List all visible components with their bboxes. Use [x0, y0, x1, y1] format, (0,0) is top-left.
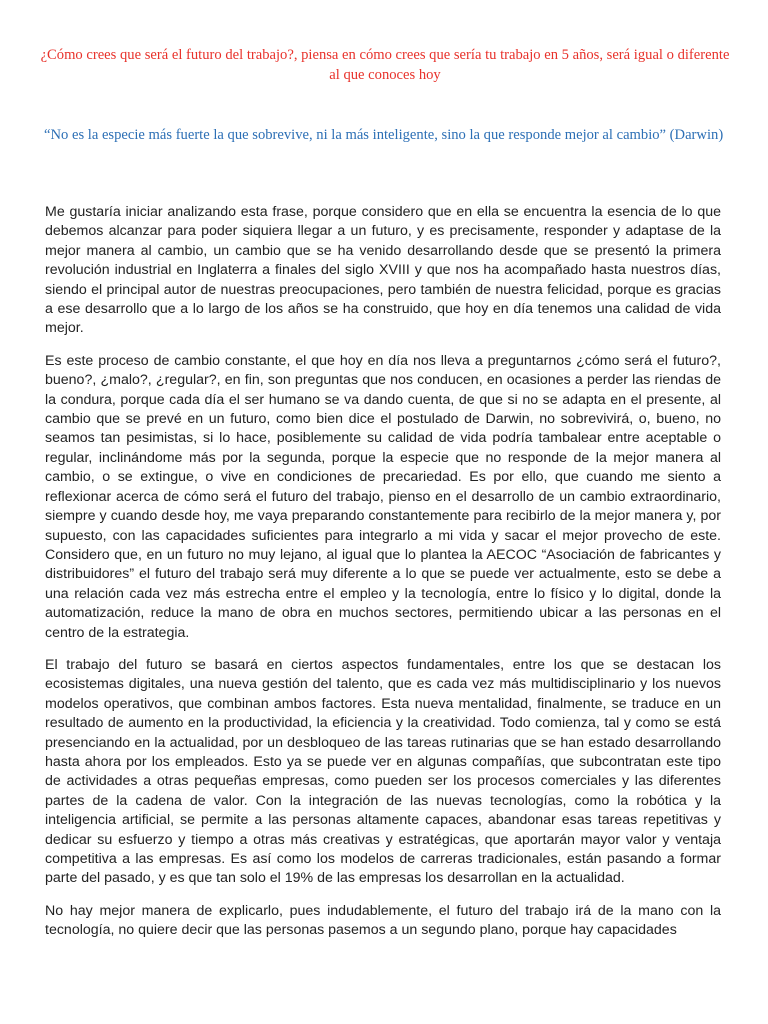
document-title: ¿Cómo crees que será el futuro del trabajo?, piensa en cómo crees que sería tu trabajo en 5 años, será igual o diferente al que conoces hoy [40, 47, 730, 83]
paragraph: Es este proceso de cambio constante, el que hoy en día nos lleva a preguntarnos ¿cómo será el futuro?, bueno?, ¿malo?, ¿regular?, en fin, son preguntas que nos conducen, en ocasiones a perder las riendas de la condura, porque cada día el ser humano se va dando cuenta, de que si no se adapta en el presente, al cambio que se prevé en un futuro, como bien dice el postulado de Darwin, no sobrevivirá, o, bueno, no seamos tan pesimistas, si lo hace, posiblemente su calidad de vida podría tambalear entre aceptable o regular, inclinándome más por la segunda, porque la especie que no responde de la mejor manera al cambio, o se extingue, o vive en condiciones de precariedad. Es por ello, que cuando me siento a reflexionar acerca de cómo será el futuro del trabajo, pienso en el desarrollo de un cambio extraordinario, siempre y cuando desde hoy, me vaya preparando constantemente para recibirlo de la mejor manera y, por supuesto, con las capacidades suficientes para integrarlo a mi vida y sacar el mejor provecho de este. Considero que, en un futuro no muy lejano, al igual que lo plantea la AECOC “Asociación de fabricantes y distribuidores” el futuro del trabajo será muy diferente a lo que se puede ver actualmente, esto se debe a una relación cada vez más estrecha entre el empleo y la tecnología, entre lo físico y lo digital, donde la automatización, reduce la mano de obra en muchos sectores, permitiendo ubicar a las personas en el centro de la estrategia. [45, 352, 721, 641]
document-body [45, 203, 721, 954]
darwin-quote: “No es la especie más fuerte la que sobrevive, ni la más inteligente, sino la que responde mejor al cambio” (Darwin) [44, 127, 724, 143]
paragraph: Me gustaría iniciar analizando esta frase, porque considero que en ella se encuentra la esencia de lo que debemos alcanzar para poder siquiera llegar a un futuro, y es precisamente, responder y adaptase de la mejor manera al cambio, un cambio que se ha venido desarrollando desde que se presentó la primera revolución industrial en Inglaterra a finales del siglo XVIII y que nos ha acompañado hasta nuestros días, siendo el principal autor de nuestras preocupaciones, pero también de nuestra felicidad, porque es gracias a ese desarrollo que a lo largo de los años se ha construido, que hoy en día tenemos una calidad de vida mejor. [45, 204, 721, 337]
paragraph: No hay mejor manera de explicarlo, pues indudablemente, el futuro del trabajo irá de la mano con la tecnología, no quiere decir que las personas pasemos a un segundo plano, porque hay capacidades [45, 902, 721, 939]
paragraph: El trabajo del futuro se basará en ciertos aspectos fundamentales, entre los que se destacan los ecosistemas digitales, una nueva gestión del talento, que es cada vez más multidisciplinario y los nuevos modelos operativos, que combinan ambos factores. Esta nueva mentalidad, finalmente, se traduce en un resultado de aumento en la productividad, la eficiencia y la creatividad. Todo comienza, tal y como se está presenciando en la actualidad, por un desbloqueo de las tareas rutinarias que se han estado desarrollando hasta ahora por los empleados. Esto ya se puede ver en algunas compañías, que subcontratan este tipo de actividades a otras pequeñas empresas, como pueden ser los procesos comerciales y las diferentes partes de la cadena de valor. Con la integración de las nuevas tecnologías, como la robótica y la inteligencia artificial, se permite a las personas altamente capaces, abandonar esas tareas repetitivas y dedicar su esfuerzo y tiempo a otras más creativas y estratégicas, que aportarán mayor valor y ventaja competitiva a las empresas. Es así como los modelos de carreras tradicionales, están pasando a formar parte del pasado, y es que tan solo el 19% de las empresas los desarrollan en la actualidad. [45, 656, 721, 887]
